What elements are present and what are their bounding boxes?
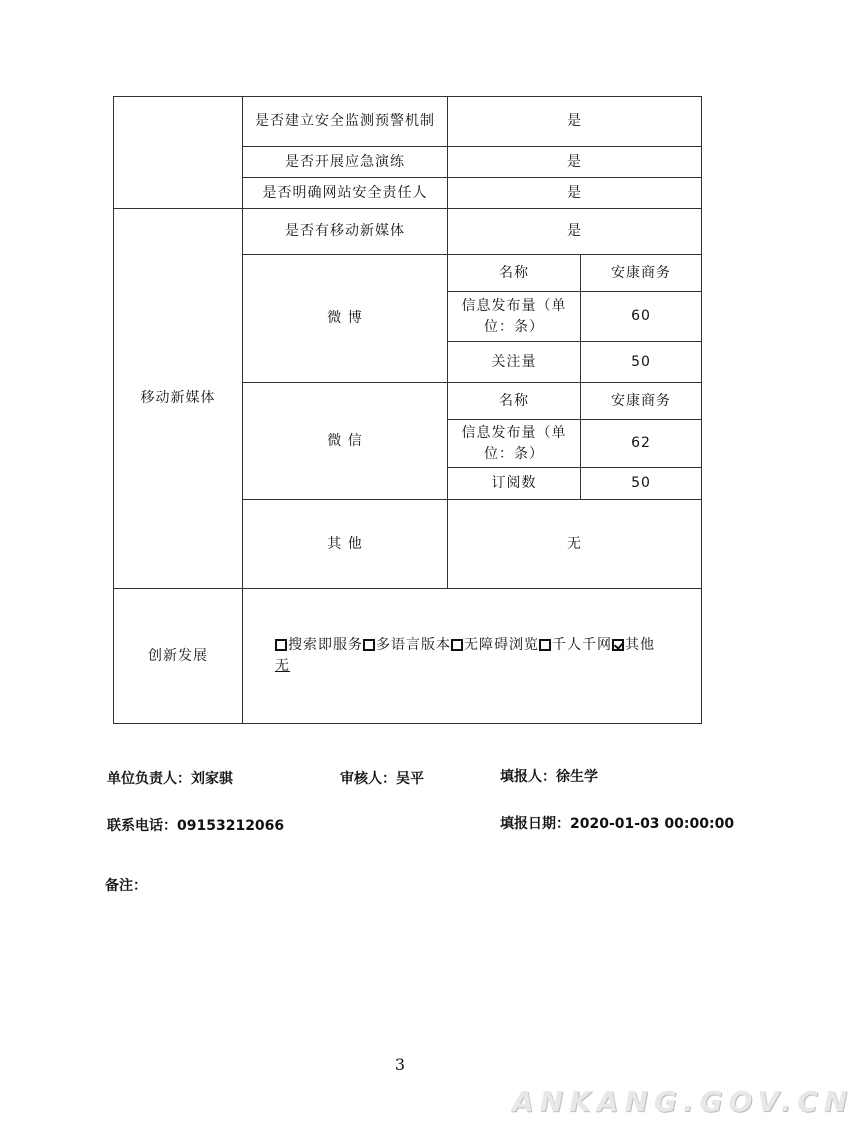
checkbox-search-service[interactable] [275, 639, 287, 651]
table-row [114, 97, 702, 147]
innovation-options [243, 589, 702, 724]
security-section-cell [114, 97, 243, 209]
weixin-label: 微 信 [243, 383, 448, 500]
weibo-name-value: 安康商务 [581, 255, 702, 292]
security-owner-value: 是 [448, 178, 702, 209]
security-monitoring-label: 是否建立安全监测预警机制 [243, 97, 448, 147]
weixin-subscribers-label: 订阅数 [448, 468, 581, 500]
security-monitoring-value: 是 [448, 97, 702, 147]
weixin-posts-label: 信息发布量（单位：条） [448, 420, 581, 468]
weibo-followers-value: 50 [581, 342, 702, 383]
checkbox-other[interactable] [612, 639, 624, 651]
fill-date: 填报日期：2020-01-03 00:00:00 [500, 816, 735, 832]
table-row [114, 589, 702, 724]
weibo-name-label: 名称 [448, 255, 581, 292]
table-row [114, 209, 702, 255]
checkbox-accessibility[interactable] [451, 639, 463, 651]
checkbox-multilingual[interactable] [363, 639, 375, 651]
option-other-label: 其他 [625, 637, 655, 653]
weibo-label: 微 博 [243, 255, 448, 383]
innovation-checkbox-list [275, 635, 697, 656]
weibo-posts-value: 60 [581, 292, 702, 342]
weibo-followers-label: 关注量 [448, 342, 581, 383]
other-media-label: 其 他 [243, 500, 448, 589]
weibo-posts-label: 信息发布量（单位：条） [448, 292, 581, 342]
weixin-name-value: 安康商务 [581, 383, 702, 420]
filler: 填报人：徐生学 [500, 769, 598, 785]
page-number: 3 [394, 1055, 406, 1074]
contact-phone: 联系电话：09153212066 [107, 818, 285, 834]
weixin-posts-value: 62 [581, 420, 702, 468]
unit-head: 单位负责人：刘家骐 [107, 771, 233, 787]
checkbox-personalized[interactable] [539, 639, 551, 651]
has-mobile-media-value: 是 [448, 209, 702, 255]
mobile-media-section-label: 移动新媒体 [114, 209, 243, 589]
innovation-other-value: 无 [275, 658, 290, 674]
emergency-drill-value: 是 [448, 147, 702, 178]
security-owner-label: 是否明确网站安全责任人 [243, 178, 448, 209]
innovation-label: 创新发展 [114, 589, 243, 724]
emergency-drill-label: 是否开展应急演练 [243, 147, 448, 178]
weixin-subscribers-value: 50 [581, 468, 702, 500]
option-personalized-label: 千人千网 [552, 637, 612, 653]
has-mobile-media-label: 是否有移动新媒体 [243, 209, 448, 255]
reviewer: 审核人：吴平 [340, 771, 424, 787]
option-accessibility-label: 无障碍浏览 [464, 637, 539, 653]
option-search-service-label: 搜索即服务 [288, 637, 363, 653]
site-watermark: ANKANG.GOV.CN [512, 1085, 853, 1118]
report-table [113, 96, 702, 724]
remarks: 备注： [105, 878, 147, 894]
option-multilingual-label: 多语言版本 [376, 637, 451, 653]
other-media-value: 无 [448, 500, 702, 589]
weixin-name-label: 名称 [448, 383, 581, 420]
